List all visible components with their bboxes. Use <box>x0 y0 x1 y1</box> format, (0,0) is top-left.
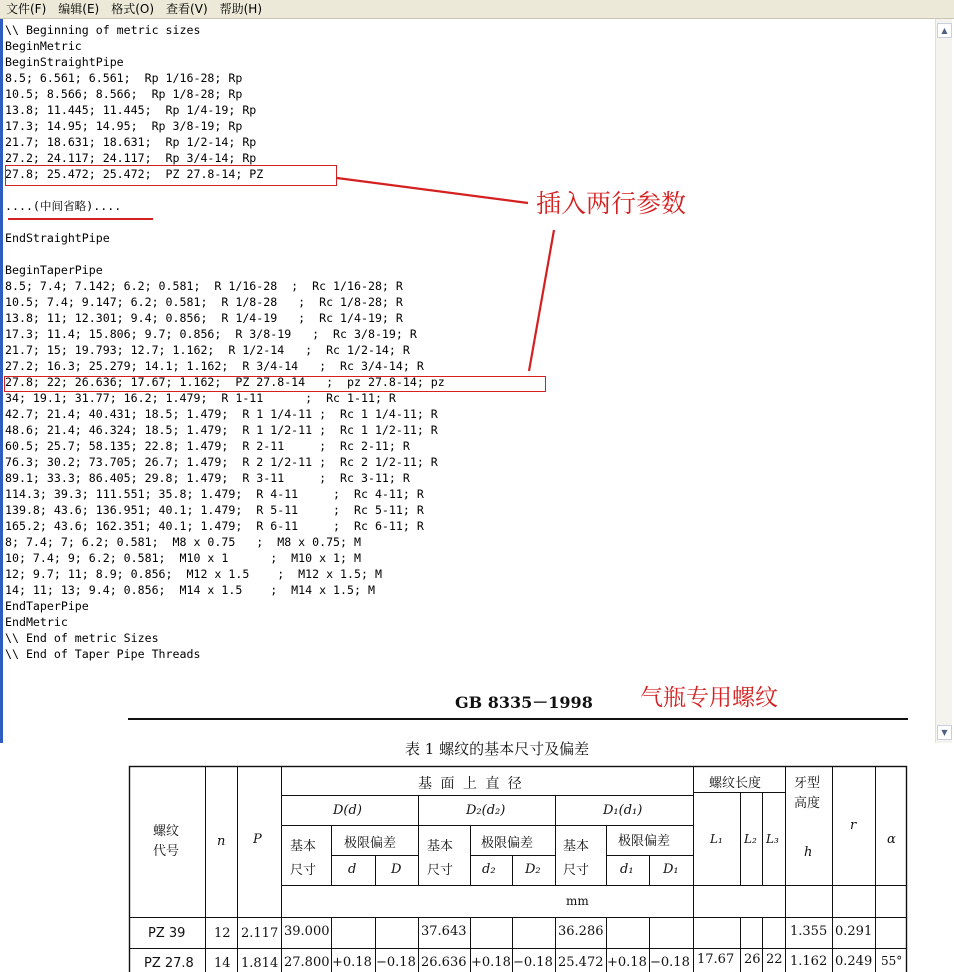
menu-file[interactable]: 文件(F) <box>6 1 47 16</box>
row1-d: 39.000 <box>284 924 330 939</box>
row2-p: 1.814 <box>241 956 279 971</box>
editor-line: 8.5; 6.561; 6.561; Rp 1/16-28; Rp <box>5 71 243 85</box>
editor-line: BeginTaperPipe <box>5 263 103 277</box>
row2-tol-D1: −0.18 <box>650 955 690 970</box>
editor-line: 10.5; 7.4; 9.147; 6.2; 0.581; R 1/8-28 ; Rc 1/8-28; R <box>5 295 403 309</box>
menu-format[interactable]: 格式(O) <box>111 1 155 16</box>
editor-line: 42.7; 21.4; 40.431; 18.5; 1.479; R 1 1/4-11 ; Rc 1 1/4-11; R <box>5 407 438 421</box>
row2-h: 1.162 <box>790 954 828 969</box>
arrow-line-2 <box>529 230 554 371</box>
header-p: P <box>253 832 262 847</box>
row1-p: 2.117 <box>241 926 279 941</box>
menu-help[interactable]: 帮助(H) <box>219 1 263 16</box>
editor-line: 89.1; 33.3; 86.405; 29.8; 1.479; R 3-11 ; Rc 3-11; R <box>5 471 410 485</box>
standard-number: GB 8335－1998 <box>455 693 593 712</box>
editor-line: 76.3; 30.2; 73.705; 26.7; 1.479; R 2 1/2-11 ; Rc 2 1/2-11; R <box>5 455 438 469</box>
row2-l3: 22 <box>766 952 783 967</box>
row1-r: 0.291 <box>835 924 873 939</box>
editor-line: \\ End of metric Sizes <box>5 631 159 645</box>
row1-code: PZ 39 <box>148 926 186 941</box>
editor-line: 27.2; 16.3; 25.279; 14.1; 1.162; R 3/4-14 ; Rc 3/4-14; R <box>5 359 424 373</box>
row2-tol-d1: +0.18 <box>607 955 647 970</box>
editor-line: 12; 9.7; 11; 8.9; 0.856; M12 x 1.5 ; M12 x 1.5; M <box>5 567 382 581</box>
header-l1: L₁ <box>710 832 723 846</box>
row2-alpha: 55° <box>881 954 903 968</box>
header-unit: mm <box>566 894 589 908</box>
header-alpha: α <box>887 832 896 847</box>
editor-line: BeginStraightPipe <box>5 55 124 69</box>
editor-line: 10.5; 8.566; 8.566; Rp 1/8-28; Rp <box>5 87 243 101</box>
arrow-up-icon: ▲ <box>941 26 948 35</box>
editor-line: 10; 7.4; 9; 6.2; 0.581; M10 x 1 ; M10 x 1; M <box>5 551 361 565</box>
editor-line: 8; 7.4; 7; 6.2; 0.581; M8 x 0.75 ; M8 x 0.75; M <box>5 535 361 549</box>
row2-d: 27.800 <box>284 955 330 970</box>
row2-l1: 17.67 <box>697 952 735 967</box>
row2-tol-D: −0.18 <box>376 955 416 970</box>
editor-line: ....(中间省略).... <box>5 199 122 213</box>
row1-h: 1.355 <box>790 924 828 939</box>
editor-line: 60.5; 25.7; 58.135; 22.8; 1.479; R 2-11 ; Rc 2-11; R <box>5 439 410 453</box>
row2-tol-d: +0.18 <box>332 955 372 970</box>
editor-line: 48.6; 21.4; 46.324; 18.5; 1.479; R 1 1/2-11 ; Rc 1 1/2-11; R <box>5 423 438 437</box>
row2-d1: 25.472 <box>558 955 604 970</box>
editor-line: \\ Beginning of metric sizes <box>5 23 201 37</box>
red-doc-title: 气瓶专用螺纹 <box>640 685 778 711</box>
header-tolerance-d: 极限偏差 <box>344 836 397 851</box>
editor-line: 17.3; 11.4; 15.806; 9.7; 0.856; R 3/8-19 ; Rc 3/8-19; R <box>5 327 417 341</box>
header-basic-size-d: 基本尺寸 <box>290 839 317 878</box>
header-thread-length: 螺纹长度 <box>709 776 762 791</box>
row1-d1: 36.286 <box>558 924 604 939</box>
arrow-down-icon: ▼ <box>941 728 948 737</box>
header-sub-D2: D₂ <box>525 862 541 877</box>
header-sub-d1: d₁ <box>620 862 634 877</box>
header-basic-size-d2: 基本尺寸 <box>427 839 454 878</box>
row1-d2: 37.643 <box>421 924 467 939</box>
editor-line: 27.8; 25.472; 25.472; PZ 27.8-14; PZ <box>5 167 264 181</box>
annotation-label: 插入两行参数 <box>536 189 687 218</box>
row1-n: 12 <box>214 926 231 941</box>
header-n: n <box>217 834 226 849</box>
header-sub-D: D <box>391 862 402 877</box>
header-sub-d: d <box>348 862 357 877</box>
header-tolerance-d2: 极限偏差 <box>481 836 534 851</box>
arrow-line-1 <box>337 178 528 203</box>
editor-line: 27.8; 22; 26.636; 17.67; 1.162; PZ 27.8-14 ; pz 27.8-14; pz <box>5 375 445 389</box>
header-sub-D1: D₁ <box>663 862 679 877</box>
header-tolerance-d1: 极限偏差 <box>618 834 671 849</box>
header-sub-d2: d₂ <box>482 862 496 877</box>
header-l2: L₂ <box>744 832 757 846</box>
editor-line: 139.8; 43.6; 136.951; 40.1; 1.479; R 5-11 ; Rc 5-11; R <box>5 503 424 517</box>
editor-line: 114.3; 39.3; 111.551; 35.8; 1.479; R 4-11 ; Rc 4-11; R <box>5 487 424 501</box>
editor-line: EndTaperPipe <box>5 599 89 613</box>
row2-code: PZ 27.8 <box>144 956 194 971</box>
scanned-standard-document <box>0 680 954 972</box>
editor-line: 13.8; 11.445; 11.445; Rp 1/4-19; Rp <box>5 103 257 117</box>
header-thread-code: 螺纹代号 <box>153 824 180 859</box>
menu-edit[interactable]: 编辑(E) <box>58 1 100 16</box>
row2-tol-D2: −0.18 <box>513 955 553 970</box>
row2-d2: 26.636 <box>421 955 467 970</box>
header-base-diameter: 基 面 上 直 径 <box>418 776 524 792</box>
menu-view[interactable]: 查看(V) <box>166 1 208 16</box>
header-r: r <box>850 818 857 833</box>
editor-line: 13.8; 11; 12.301; 9.4; 0.856; R 1/4-19 ; Rc 1/4-19; R <box>5 311 403 325</box>
header-basic-size-d1: 基本尺寸 <box>563 839 590 878</box>
header-h: h <box>804 845 813 860</box>
editor-line: 14; 11; 13; 9.4; 0.856; M14 x 1.5 ; M14 x 1.5; M <box>5 583 375 597</box>
editor-line: EndStraightPipe <box>5 231 110 245</box>
header-d1-group: D₁(d₁) <box>603 803 643 818</box>
header-d-group: D(d) <box>333 803 362 818</box>
editor-line: 21.7; 15; 19.793; 12.7; 1.162; R 1/2-14 ; Rc 1/2-14; R <box>5 343 410 357</box>
row2-r: 0.249 <box>835 954 873 969</box>
editor-line: 21.7; 18.631; 18.631; Rp 1/2-14; Rp <box>5 135 257 149</box>
editor-line: BeginMetric <box>5 39 82 53</box>
row2-l2: 26 <box>744 952 761 967</box>
header-tooth-height: 牙型高度 <box>794 776 821 811</box>
editor-line: 165.2; 43.6; 162.351; 40.1; 1.479; R 6-11 ; Rc 6-11; R <box>5 519 424 533</box>
editor-line: 27.2; 24.117; 24.117; Rp 3/4-14; Rp <box>5 151 257 165</box>
editor-line: \\ End of Taper Pipe Threads <box>5 647 201 661</box>
editor-line: 8.5; 7.4; 7.142; 6.2; 0.581; R 1/16-28 ; Rc 1/16-28; R <box>5 279 403 293</box>
row2-n: 14 <box>214 956 231 971</box>
editor-line: EndMetric <box>5 615 68 629</box>
editor-line: 17.3; 14.95; 14.95; Rp 3/8-19; Rp <box>5 119 243 133</box>
row2-tol-d2: +0.18 <box>471 955 511 970</box>
header-l3: L₃ <box>766 832 779 846</box>
table-caption: 表 1 螺纹的基本尺寸及偏差 <box>405 740 590 758</box>
header-d2-group: D₂(d₂) <box>466 803 506 818</box>
editor-line: 34; 19.1; 31.77; 16.2; 1.479; R 1-11 ; Rc 1-11; R <box>5 391 396 405</box>
